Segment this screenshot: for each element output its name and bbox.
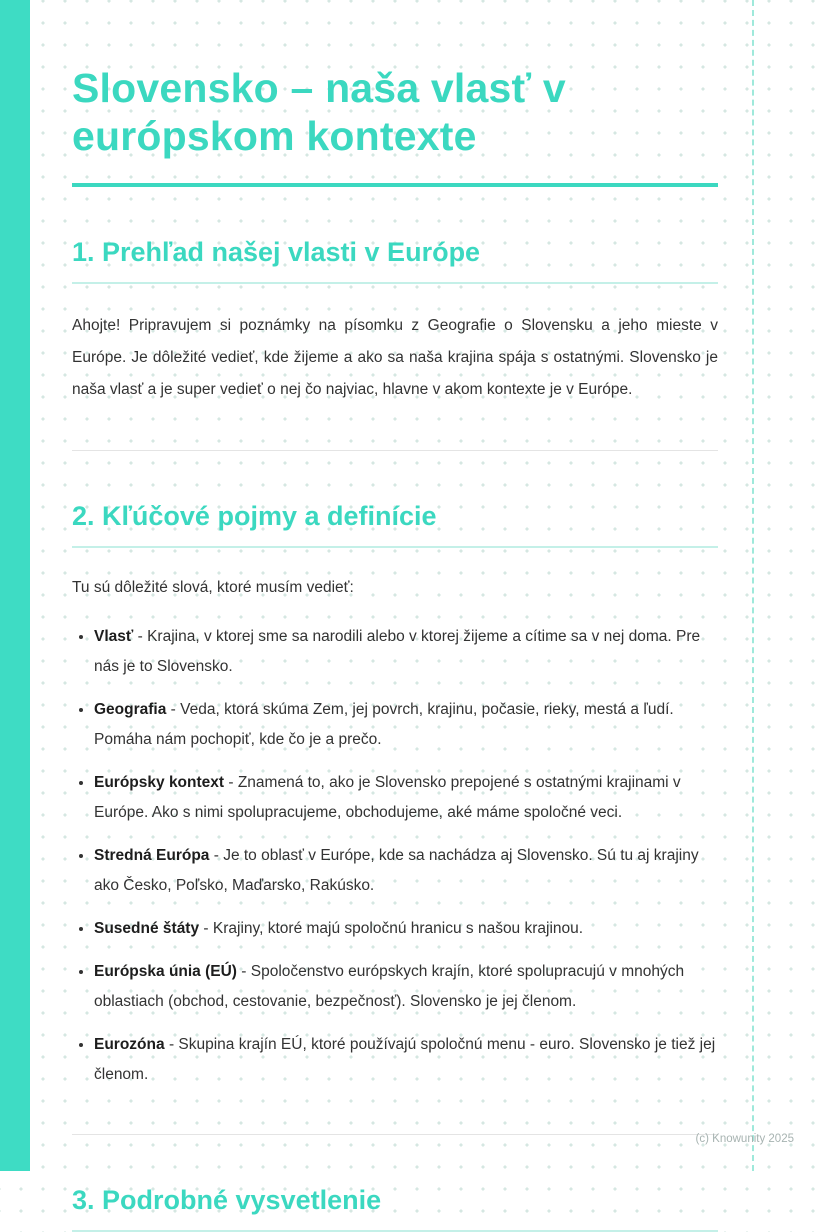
term-label: Eurozóna [94,1035,165,1053]
section-detail [72,1185,718,1232]
term-definition: - Skupina krajín EÚ, ktoré používajú spoločnú menu - euro. Slovensko je tiež jej členom. [94,1035,716,1083]
list-item [94,957,718,1017]
term-label: Geografia [94,700,167,718]
term-definition: - Krajina, v ktorej sme sa narodili alebo v ktorej žijeme a cítime sa v nej doma. Pre nás je to Slovensko. [94,627,701,675]
term-definition: - Spoločenstvo európskych krajín, ktoré spolupracujú v mnohých oblastiach (obchod, cestovanie, bezpečnosť). Slovensko je jej členom. [94,962,685,1010]
term-definition: - Znamená to, ako je Slovensko prepojené s ostatnými krajinami v Európe. Ako s nimi spolupracujeme, obchodujeme, aké máme spoločné veci. [94,773,681,821]
term-label: Európska únia (EÚ) [94,962,237,980]
terms-list [72,622,718,1090]
list-item [94,1030,718,1090]
list-item [94,768,718,828]
list-item [94,622,718,682]
list-item [94,841,718,901]
section-overview-body: Ahojte! Pripravujem si poznámky na písomku z Geografie o Slovensku a jeho mieste v Európe. Je dôležité vedieť, kde žijeme a ako sa naša krajina spája s ostatnými. Slovensko je naša vlasť a je super vedieť o nej čo najviac, hlavne v akom kontexte je v Európe. [72,316,718,398]
term-label: Vlasť [94,627,134,645]
section-overview [72,237,718,406]
notebook-margin-line [752,0,754,1171]
section-overview-heading: 1. Prehľad našej vlasti v Európe [72,237,718,284]
list-item [94,695,718,755]
term-label: Susedné štáty [94,919,200,937]
term-label: Európsky kontext [94,773,225,791]
term-label: Stredná Európa [94,846,210,864]
accent-left-strip [0,0,30,1171]
section-divider [72,450,718,451]
term-definition: - Krajiny, ktoré majú spoločnú hranicu s našou krajinou. [203,919,584,937]
title-rule [72,183,718,187]
document-page [72,64,718,1232]
section-divider [72,1134,718,1135]
section-detail-heading: 3. Podrobné vysvetlenie [72,1185,718,1232]
section-terms-intro: Tu sú dôležité slová, ktoré musím vedieť: [72,578,354,596]
section-terms-heading: 2. Kľúčové pojmy a definície [72,501,718,548]
page-title: Slovensko – naša vlasť v európskom kontexte [72,65,566,160]
term-definition: - Veda, ktorá skúma Zem, jej povrch, krajinu, počasie, rieky, mestá a ľudí. Pomáha nám pochopiť, kde čo je a prečo. [94,700,674,748]
list-item [94,914,718,944]
footer-credit: (c) Knowunity 2025 [695,1133,794,1145]
section-terms [72,501,718,1090]
term-definition: - Je to oblasť v Európe, kde sa nachádza aj Slovensko. Sú tu aj krajiny ako Česko, Poľsko, Maďarsko, Rakúsko. [94,846,699,894]
